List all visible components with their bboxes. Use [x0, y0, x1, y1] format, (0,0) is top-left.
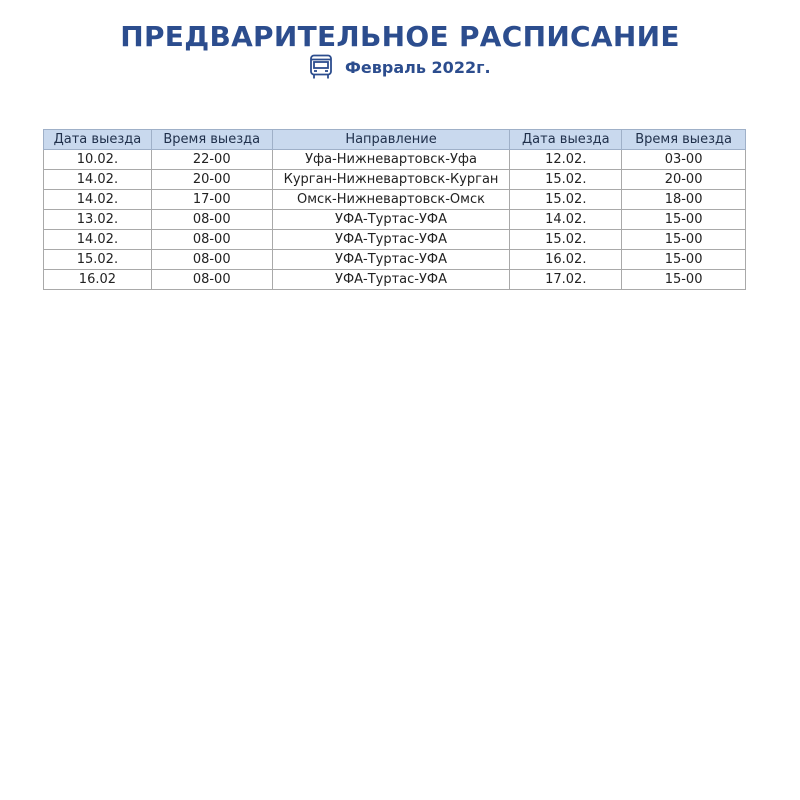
cell-route: УФА-Туртас-УФА — [272, 270, 510, 290]
cell-return-time: 15-00 — [622, 230, 746, 250]
month-label: Февраль 2022г. — [345, 58, 491, 77]
col-return-date: Дата выезда — [510, 130, 622, 150]
cell-departure-time: 08-00 — [151, 270, 272, 290]
cell-return-date: 15.02. — [510, 190, 622, 210]
cell-departure-date: 14.02. — [44, 190, 152, 210]
table-row — [44, 230, 746, 250]
cell-route: Уфа-Нижневартовск-Уфа — [272, 150, 510, 170]
col-route: Направление — [272, 130, 510, 150]
table-row — [44, 190, 746, 210]
cell-departure-time: 17-00 — [151, 190, 272, 210]
cell-route: УФА-Туртас-УФА — [272, 210, 510, 230]
cell-return-date: 12.02. — [510, 150, 622, 170]
col-departure-time: Время выезда — [151, 130, 272, 150]
cell-departure-date: 16.02 — [44, 270, 152, 290]
cell-departure-date: 13.02. — [44, 210, 152, 230]
cell-return-time: 15-00 — [622, 210, 746, 230]
table-row — [44, 250, 746, 270]
cell-departure-time: 20-00 — [151, 170, 272, 190]
cell-departure-time: 08-00 — [151, 210, 272, 230]
cell-departure-time: 08-00 — [151, 230, 272, 250]
page-subtitle — [0, 54, 800, 80]
cell-return-date: 14.02. — [510, 210, 622, 230]
col-departure-date: Дата выезда — [44, 130, 152, 150]
cell-route: Омск-Нижневартовск-Омск — [272, 190, 510, 210]
cell-departure-date: 14.02. — [44, 170, 152, 190]
cell-return-time: 20-00 — [622, 170, 746, 190]
table-row — [44, 270, 746, 290]
table-row — [44, 170, 746, 190]
table-header-row — [44, 130, 746, 150]
cell-return-time: 15-00 — [622, 270, 746, 290]
cell-departure-date: 14.02. — [44, 230, 152, 250]
table-row — [44, 210, 746, 230]
bus-icon — [309, 54, 333, 80]
table-row — [44, 150, 746, 170]
cell-route: УФА-Туртас-УФА — [272, 230, 510, 250]
cell-return-time: 18-00 — [622, 190, 746, 210]
cell-return-time: 03-00 — [622, 150, 746, 170]
cell-departure-date: 15.02. — [44, 250, 152, 270]
cell-return-time: 15-00 — [622, 250, 746, 270]
cell-departure-date: 10.02. — [44, 150, 152, 170]
cell-return-date: 15.02. — [510, 170, 622, 190]
schedule-table — [43, 129, 746, 290]
cell-departure-time: 22-00 — [151, 150, 272, 170]
cell-return-date: 15.02. — [510, 230, 622, 250]
cell-return-date: 16.02. — [510, 250, 622, 270]
cell-return-date: 17.02. — [510, 270, 622, 290]
page-title: ПРЕДВАРИТЕЛЬНОЕ РАСПИСАНИЕ — [120, 20, 680, 53]
cell-departure-time: 08-00 — [151, 250, 272, 270]
cell-route: Курган-Нижневартовск-Курган — [272, 170, 510, 190]
cell-route: УФА-Туртас-УФА — [272, 250, 510, 270]
col-return-time: Время выезда — [622, 130, 746, 150]
